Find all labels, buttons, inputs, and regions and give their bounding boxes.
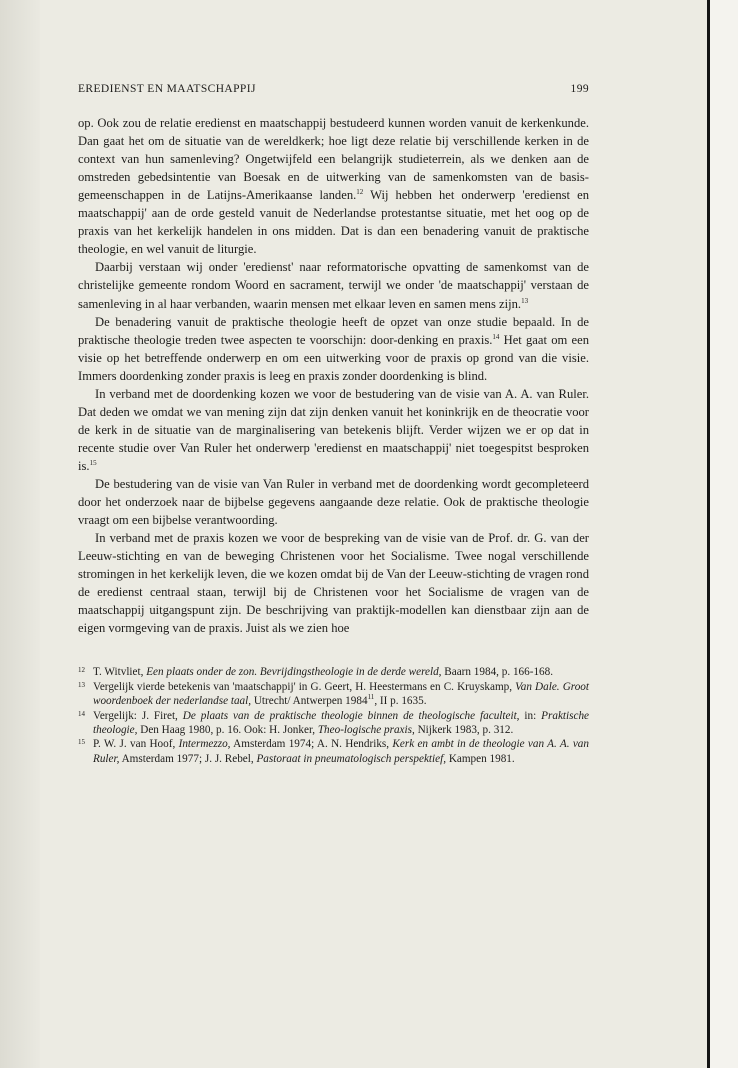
footnote-number: 15	[78, 738, 85, 747]
italic-title: De plaats van de praktische theologie binnen de theologische faculteit,	[182, 709, 520, 722]
footnote-number: 14	[78, 709, 85, 718]
footnote-text	[93, 737, 589, 766]
italic-title: Intermezzo,	[178, 738, 231, 751]
paragraph	[78, 313, 589, 385]
text-run: Vergelijk vierde betekenis van 'maatschappij' in G. Geert, H. Heestermans en C. Kruyskamp,	[93, 680, 516, 693]
footnote	[78, 665, 589, 679]
text-run: Wij hebben het onderwerp 'eredienst en maatschappij' aan de orde gesteld vanuit de Nederlandse protestantse situatie, met het oog op de praxis van het kerkelijk handelen in ons midden. Dat is dan een benadering vanuit de praktische theologie, en wel vanuit de liturgie.	[78, 188, 589, 257]
footnote-text	[93, 709, 589, 738]
text-run: T. Witvliet,	[93, 666, 147, 679]
text-run: De benadering vanuit de praktische theologie heeft de opzet van onze studie bepaald. In de praktische theologie treden twee aspecten te voorschijn: door-denking en praxis.	[78, 314, 589, 347]
italic-title: Pastoraat in pneumatologisch perspektief,	[256, 752, 447, 765]
italic-title: Theo-logische praxis,	[317, 724, 415, 737]
scan-right-margin	[710, 0, 738, 1068]
text-run: , II p. 1635.	[374, 695, 427, 708]
text-run: In verband met de doordenking kozen we voor de bestudering van de visie van A. A. van Ruler. Dat deden we omdat we van mening zijn dat zijn denken vanuit het koninkrijk en de theocratie voor de kerk in de situatie van de marginalisering van betekenis blijft. Verder wijzen we er op dat in recente studie over Van Ruler het onderwerp 'eredienst en maatschappij' niet toegespitst besproken is.	[78, 386, 589, 473]
footnote-reference: 14	[492, 332, 500, 341]
text-run: Utrecht/ Antwerpen 1984	[251, 695, 368, 708]
footnote	[78, 737, 589, 766]
footnote-text	[93, 680, 589, 709]
text-run: Baarn 1984, p. 166-168.	[441, 666, 554, 679]
text-run: De bestudering van de visie van Van Ruler in verband met de doordenking wordt gecompleteerd door het onderzoek naar de bijbelse gegevens aangaande deze relatie. Ook de praktische theologie vraagt om een bijbelse verantwoording.	[78, 476, 589, 528]
paragraph	[78, 258, 589, 312]
text-run: Kampen 1981.	[446, 752, 515, 765]
text-run: Vergelijk: J. Firet,	[93, 709, 183, 722]
footnote-reference: 12	[356, 188, 364, 197]
italic-title: Van Dale. Groot woordenboek der nederlandse taal,	[93, 680, 590, 708]
footnote	[78, 680, 589, 709]
text-run: in:	[519, 709, 542, 722]
paragraph	[78, 529, 589, 637]
running-head	[78, 80, 589, 98]
footnote-reference: 11	[367, 693, 375, 702]
paragraph	[78, 475, 589, 529]
text-run: Het gaat om een visie op het betreffende onderwerp en om een uitwerking voor de praxis op grond van die visie. Immers doordenking zonder praxis is leeg en praxis zonder doordenking is blind.	[78, 332, 589, 383]
text-run: Amsterdam 1977; J. J. Rebel,	[119, 752, 257, 765]
footnote-number: 13	[78, 680, 85, 689]
footnote-reference: 15	[89, 458, 97, 467]
running-head-title: EREDIENST EN MAATSCHAPPIJ	[78, 83, 256, 95]
italic-title: Praktische theologie,	[93, 709, 589, 737]
page-number: 199	[570, 83, 589, 95]
text-run: op. Ook zou de relatie eredienst en maatschappij bestudeerd kunnen worden vanuit de kerkenkunde. Dan gaat het om de situatie van de wereldkerk; hoe ligt deze relatie bij verschillende kerken in de context van hun samenleving? Ongetwijfeld een belangrijk studieterrein, als we denken aan de omstreden gebedsintentie van Boesak en de uitwerking van de samenkomsten van de basis-gemeenschappen in de Latijns-Amerikaanse landen.	[78, 116, 589, 203]
italic-title: Een plaats onder de zon. Bevrijdingstheologie in de derde wereld,	[146, 666, 442, 679]
text-run: Amsterdam 1974; A. N. Hendriks,	[230, 738, 393, 751]
paragraph	[78, 385, 589, 475]
text-run: P. W. J. van Hoof,	[93, 738, 179, 751]
text-run: Den Haag 1980, p. 16. Ook: H. Jonker,	[137, 724, 318, 737]
footnote-number: 12	[78, 666, 85, 675]
footnotes	[78, 665, 589, 766]
footnote-text	[93, 665, 589, 679]
footnote	[78, 709, 589, 738]
text-run: Daarbij verstaan wij onder 'eredienst' naar reformatorische opvatting de samenkomst van de christelijke gemeente rondom Woord en sacrament, terwijl we onder 'de maatschappij' verstaan de samenleving in al haar verbanden, waarin mensen met elkaar leven en samen mens zijn.	[78, 260, 589, 311]
paragraph	[78, 114, 589, 258]
scan-left-margin	[0, 0, 40, 1068]
text-run: In verband met de praxis kozen we voor de bespreking van de visie van de Prof. dr. G. van der Leeuw-stichting en van de beweging Christenen voor het Socialisme. Twee nogal verschillende stromingen in het kerkelijk leven, die we kozen omdat bij de Van der Leeuw-stichting de vragen rond de eredienst centraal staan, terwijl bij de Christenen voor het Socialisme de vragen van de maatschappij uitgangspunt zijn. De beschrijving van praktijk-modellen kan dienstbaar zijn aan de eigen vormgeving van de praxis. Juist als we zien hoe	[78, 531, 589, 636]
text-run: Nijkerk 1983, p. 312.	[414, 724, 514, 737]
italic-title: Kerk en ambt in de theologie van A. A. van Ruler,	[93, 738, 589, 765]
footnote-reference: 13	[521, 296, 529, 305]
book-page	[78, 80, 589, 766]
